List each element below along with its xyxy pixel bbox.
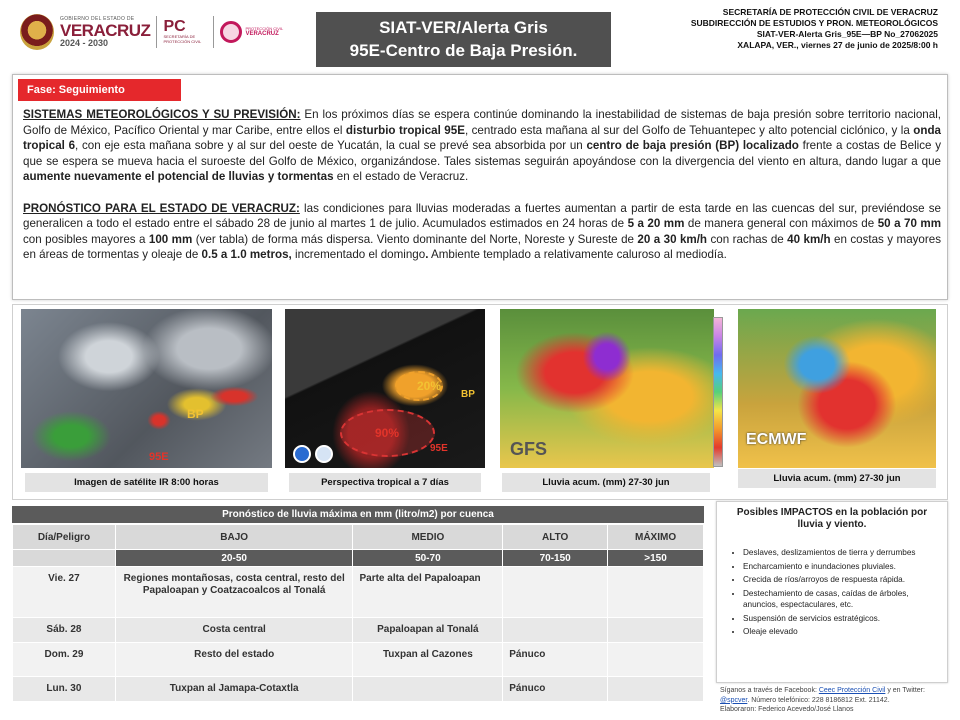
veracruz-government-logo: [20, 14, 285, 50]
logo-gov-small: GOBIERNO DEL ESTADO DE: [60, 15, 135, 22]
logo-gov-name: VERACRUZ: [60, 20, 151, 40]
ecmwf-label: ECMWF: [746, 431, 807, 448]
range-mid: 50-70: [353, 550, 503, 567]
row-high: Pánuco: [503, 677, 608, 702]
rain-forecast-table: [12, 524, 704, 702]
footer-contact: [720, 686, 952, 715]
pc-sub: SECRETARÍA DE PROTECCIÓN CIVIL: [163, 34, 202, 44]
veracruz-seal-icon: [20, 14, 54, 50]
satellite-image: [21, 309, 272, 468]
gfs-label: GFS: [510, 439, 548, 459]
row-mid: Parte alta del Papaloapan: [353, 567, 503, 618]
nws-icon: [315, 445, 333, 463]
row-max: [608, 643, 704, 677]
forecast-paragraph: PRONÓSTICO PARA EL ESTADO DE VERACRUZ: las condiciones para lluvias moderadas a fuertes aumentan a partir de esta tarde en las cuencas del sur, previéndose se generalicen a todo el estado entre el sábado 28 de junio al martes 1 de julio. Acumulados estimados en 24 horas de 5 a 20 mm de manera general con máximos de 50 a 70 mm con posibles mayores a 100 mm (ver tabla) de forma más dispersa. Viento dominante del Norte, Noreste y Sureste de 20 a 30 km/h con rachas de 40 km/h en costas y mayores en áreas de tormentas y oleaje de 0.5 a 1.0 metros, incrementado el domingo. Ambiente templado a relativamente caluroso al mediodía.: [23, 201, 942, 262]
image-strip: [12, 304, 948, 500]
ecmwf-caption: Lluvia acum. (mm) 27-30 jun: [738, 469, 936, 488]
pc-ring-icon: [220, 21, 242, 43]
ecmwf-rain-map: [738, 309, 936, 468]
row-low: Resto del estado: [115, 643, 353, 677]
row-day: Lun. 30: [13, 677, 116, 702]
list-item: • Crecida de ríos/arroyos de respuesta rápida.: [743, 574, 939, 586]
logo-gov-years: 2024 - 2030: [60, 37, 109, 48]
impacts-panel: [716, 501, 948, 683]
row-low: Regiones montañosas, costa central, resto del Papaloapan y Coatzacoalcos al Tonalá: [115, 567, 353, 618]
row-day: Vie. 27: [13, 567, 116, 618]
systems-heading: SISTEMAS METEOROLÓGICOS Y SU PREVISIÓN:: [23, 108, 301, 121]
bulletin-text-panel: [12, 74, 948, 300]
agency-line2: SUBDIRECCIÓN DE ESTUDIOS Y PRON. METEOROLÓGICOS: [690, 18, 938, 28]
impacts-list: [743, 547, 939, 638]
pc-logo: [163, 19, 207, 45]
range-low: 20-50: [115, 550, 353, 567]
sat-bp-label: BP: [187, 407, 204, 421]
footer-text: Síganos a través de Facebook:: [720, 687, 819, 694]
row-high: [503, 618, 608, 643]
trop-bp-label: BP: [461, 389, 475, 400]
list-item: • Destechamiento de casas, caídas de árboles, anuncios, espectaculares, etc.: [743, 588, 939, 611]
table-row: [13, 643, 704, 677]
table-row: [13, 567, 704, 618]
trop-95e-label: 95E: [430, 443, 448, 454]
tropical-outlook-map: [285, 309, 485, 468]
list-item: • Deslaves, deslizamientos de tierra y derrumbes: [743, 547, 939, 559]
footer-text: y en Twitter:: [885, 687, 925, 694]
sat-caption: Imagen de satélite IR 8:00 horas: [25, 473, 268, 492]
row-day: Sáb. 28: [13, 618, 116, 643]
twitter-link[interactable]: @spcver: [720, 696, 748, 704]
agency-info: [691, 7, 938, 51]
alert-title-box: [316, 12, 611, 67]
row-low: Costa central: [115, 618, 353, 643]
pc-initials: PC: [163, 18, 186, 36]
row-day: Dom. 29: [13, 643, 116, 677]
row-max: [608, 677, 704, 702]
forecast-heading: PRONÓSTICO PARA EL ESTADO DE VERACRUZ:: [23, 201, 300, 215]
row-mid: Papaloapan al Tonalá: [353, 618, 503, 643]
col-low: BAJO: [115, 525, 353, 550]
row-low: Tuxpan al Jamapa-Cotaxtla: [115, 677, 353, 702]
trop-90-label: 90%: [375, 426, 400, 440]
row-max: [608, 567, 704, 618]
rain-table-title: Pronóstico de lluvia máxima en mm (litro/m2) por cuenca: [12, 506, 704, 523]
row-max: [608, 618, 704, 643]
document-header: [0, 0, 960, 72]
pcv-small: PROTECCIÓN CIVIL: [245, 25, 284, 31]
col-mid: MEDIO: [353, 525, 503, 550]
gfs-rain-map: [500, 309, 714, 468]
rain-colorbar: [713, 317, 723, 467]
footer-text: . Número telefónico: 228 8186812 Ext. 21142.: [747, 696, 890, 704]
alert-title-line1: SIAT-VER/Alerta Gris: [379, 18, 548, 37]
col-high: ALTO: [503, 525, 608, 550]
agency-line1: SECRETARÍA DE PROTECCIÓN CIVIL DE VERACRUZ: [722, 7, 938, 17]
row-high: Pánuco: [503, 643, 608, 677]
gfs-caption: Lluvia acum. (mm) 27-30 jun: [502, 473, 710, 492]
noaa-icon: [293, 445, 311, 463]
facebook-link[interactable]: Ceec Protección Civil: [818, 687, 886, 694]
list-item: • Oleaje elevado: [743, 626, 939, 638]
footer-authors: Elaboraron: Federico Acevedo/José Llanos: [720, 706, 854, 713]
range-max: >150: [608, 550, 704, 567]
agency-line4: XALAPA, VER., viernes 27 de junio de 2025/8:00 h: [737, 40, 938, 50]
tropical-caption: Perspectiva tropical a 7 días: [289, 473, 481, 492]
alert-title-line2: 95E-Centro de Baja Presión.: [349, 41, 578, 60]
trop-20-label: 20%: [417, 379, 442, 393]
list-item: • Suspensión de servicios estratégicos.: [743, 613, 939, 625]
range-high: 70-150: [503, 550, 608, 567]
col-day: Día/Peligro: [13, 525, 116, 550]
systems-paragraph: SISTEMAS METEOROLÓGICOS Y SU PREVISIÓN: En los próximos días se espera continúe dominando la inestabilidad de sistemas de baja presión sobre territorio nacional, Golfo de México, Pacífico Oriental y mar Caribe, entre ellos el disturbio tropical 95E, centrado esta mañana al sur del Golfo de Tehuantepec y alto potencial ciclónico, y la onda tropical 6, con eje esta mañana sobre y al sur del oeste de Yucatán, la cual se prevé sea absorbida por un centro de baja presión (BP) localizado frente a costas de Belice y que se espera se mueva hacia el suroeste del Golfo de México, organizándose. Tales sistemas seguirán apoyándose con la divergencia del viento en altura, dando lugar a que aumente nuevamente el potencial de lluvias y tormentas en el estado de Veracruz.: [23, 108, 941, 184]
list-item: • Encharcamiento e inundaciones pluviales.: [743, 561, 939, 573]
phase-badge: Fase: Seguimiento: [18, 79, 181, 101]
sat-95e-label: 95E: [149, 451, 169, 463]
pcv-name: VERACRUZ: [245, 30, 279, 37]
impacts-title: Posibles IMPACTOS en la población por lluvia y viento.: [736, 507, 928, 530]
agency-line3: SIAT-VER-Alerta Gris_95E—BP No_27062025: [756, 29, 938, 39]
row-mid: [353, 677, 503, 702]
row-high: [503, 567, 608, 618]
table-row: [13, 618, 704, 643]
row-mid: Tuxpan al Cazones: [353, 643, 503, 677]
proteccion-civil-veracruz-logo: [220, 21, 285, 43]
table-row: [13, 677, 704, 702]
col-max: MÁXIMO: [608, 525, 704, 550]
